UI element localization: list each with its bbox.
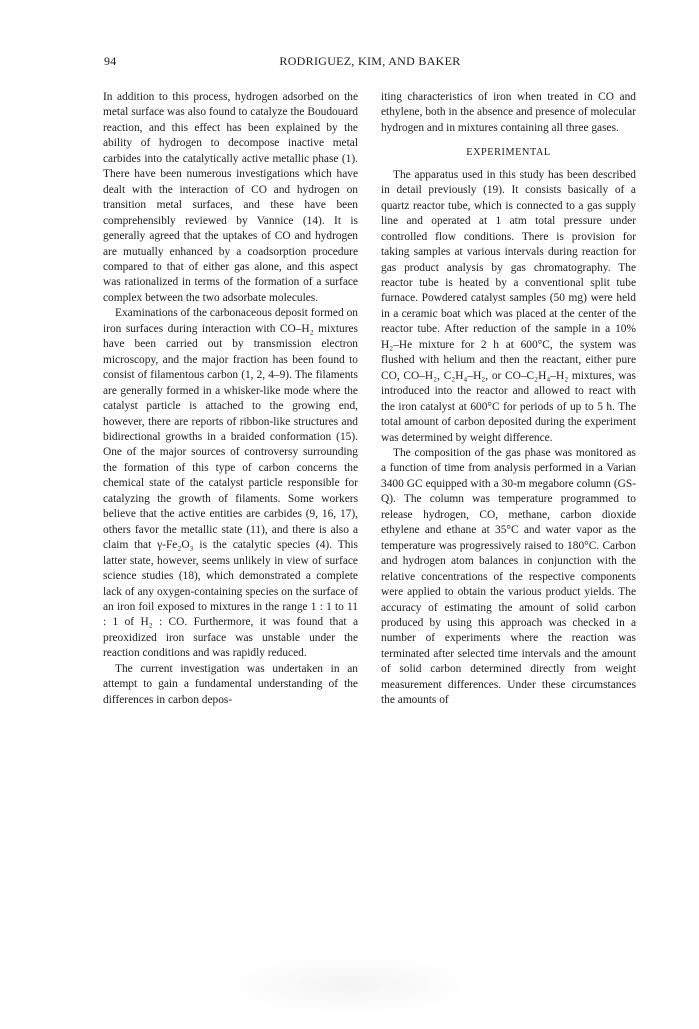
page-header [104,54,636,70]
page-number: 94 [104,54,117,68]
section-heading-experimental: EXPERIMENTAL [466,147,551,159]
paragraph-continuation: iting characteristics of iron when treated in CO and ethylene, both in the absence and presence of molecular hydrogen and in mixtures containing all three gases. [381,91,636,134]
paragraph-hydrogen-boudouard: In addition to this process, hydrogen adsorbed on the metal surface was also found to catalyze the Boudouard reaction, and this effect has been explained by the ability of hydrogen to decompose inactive metal carbides into the catalytically active metallic phase (1). There have been numerous investigations which have dealt with the interaction of CO and hydrogen on transition metal surfaces, and these have been comprehensibly reviewed by Vannice (14). It is generally agreed that the uptakes of CO and hydrogen are mutually enhanced by a coadsorption procedure compared to that of either gas alone, and this aspect was rationalized in terms of the formation of a surface complex between the two adsorbate molecules. [103,91,358,304]
paragraph-gas-composition: The composition of the gas phase was monitored as a function of time from analysis performed in a Varian 3400 GC equipped with a 30-m megabore column (GS-Q). The column was temperature programmed to release hydrogen, CO, methane, carbon dioxide ethylene and ethane at 35°C and water vapor as the temperature was progressively raised to 180°C. Carbon and hydrogen atom balances in conjunction with the relative concentrations of the respective components were applied to obtain the various product yields. The accuracy of estimating the amount of solid carbon produced by using this approach was checked in a number of experiments where the reaction was terminated after selected time intervals and the amount of solid carbon determined directly from weight measurement differences. Under these circumstances the amounts of [381,446,636,707]
scan-smudge [220,955,480,1015]
right-column [381,90,636,709]
paragraph-carbonaceous-deposit: Examinations of the carbonaceous deposit formed on iron surfaces during interaction with CO–H₂ mixtures have been carried out by transmission electron microscopy, and the major fraction has been found to consist of filamentous carbon (1, 2, 4–9). The filaments are generally formed in a whisker-like mode where the catalyst particle is attached to the growing end, however, there are reports of ribbon-like structures and bidirectional growths in a braided conformation (15). One of the major sources of controversy surrounding the formation of this type of carbon concerns the chemical state of the catalyst particle responsible for catalyzing the growth of filaments. Some workers believe that the active entities are carbides (9, 16, 17), others favor the metallic state (11), and there is also a claim that γ-Fe₂O₃ is the catalytic species (4). This latter state, however, seems unlikely in view of surface science studies (18), which demonstrated a complete lack of any oxygen-containing species on the surface of an iron foil exposed to mixtures in the range 1 : 1 to 11 : 1 of H₂ : CO. Furthermore, it was found that a preoxidized iron surface was unstable under the reaction conditions and was rapidly reduced. [103,307,358,660]
left-column [103,90,358,708]
running-head-authors: RODRIGUEZ, KIM, AND BAKER [279,54,461,68]
paragraph-apparatus: The apparatus used in this study has been described in detail previously (19). It consists basically of a quartz reactor tube, which is connected to a gas supply line and operated at 1 atm total pressure under controlled flow conditions. There is provision for taking samples at various intervals during reaction for gas product analysis by gas chromatography. The reactor tube is heated by a conventional split tube furnace. Powdered catalyst samples (50 mg) were held in a ceramic boat which was placed at the center of the reactor tube. After reduction of the sample in a 10% H₂–He mixture for 2 h at 600°C, the system was flushed with helium and then the reactant, either pure CO, CO–H₂, C₂H₄–H₂, or CO–C₂H₄–H₂ mixtures, was introduced into the reactor and allowed to react with the iron catalyst at 600°C for periods of up to 5 h. The total amount of carbon deposited during the experiment was determined by weight difference. [381,168,636,444]
paragraph-current-investigation: The current investigation was undertaken in an attempt to gain a fundamental understanding of the differences in carbon depos- [103,662,358,706]
